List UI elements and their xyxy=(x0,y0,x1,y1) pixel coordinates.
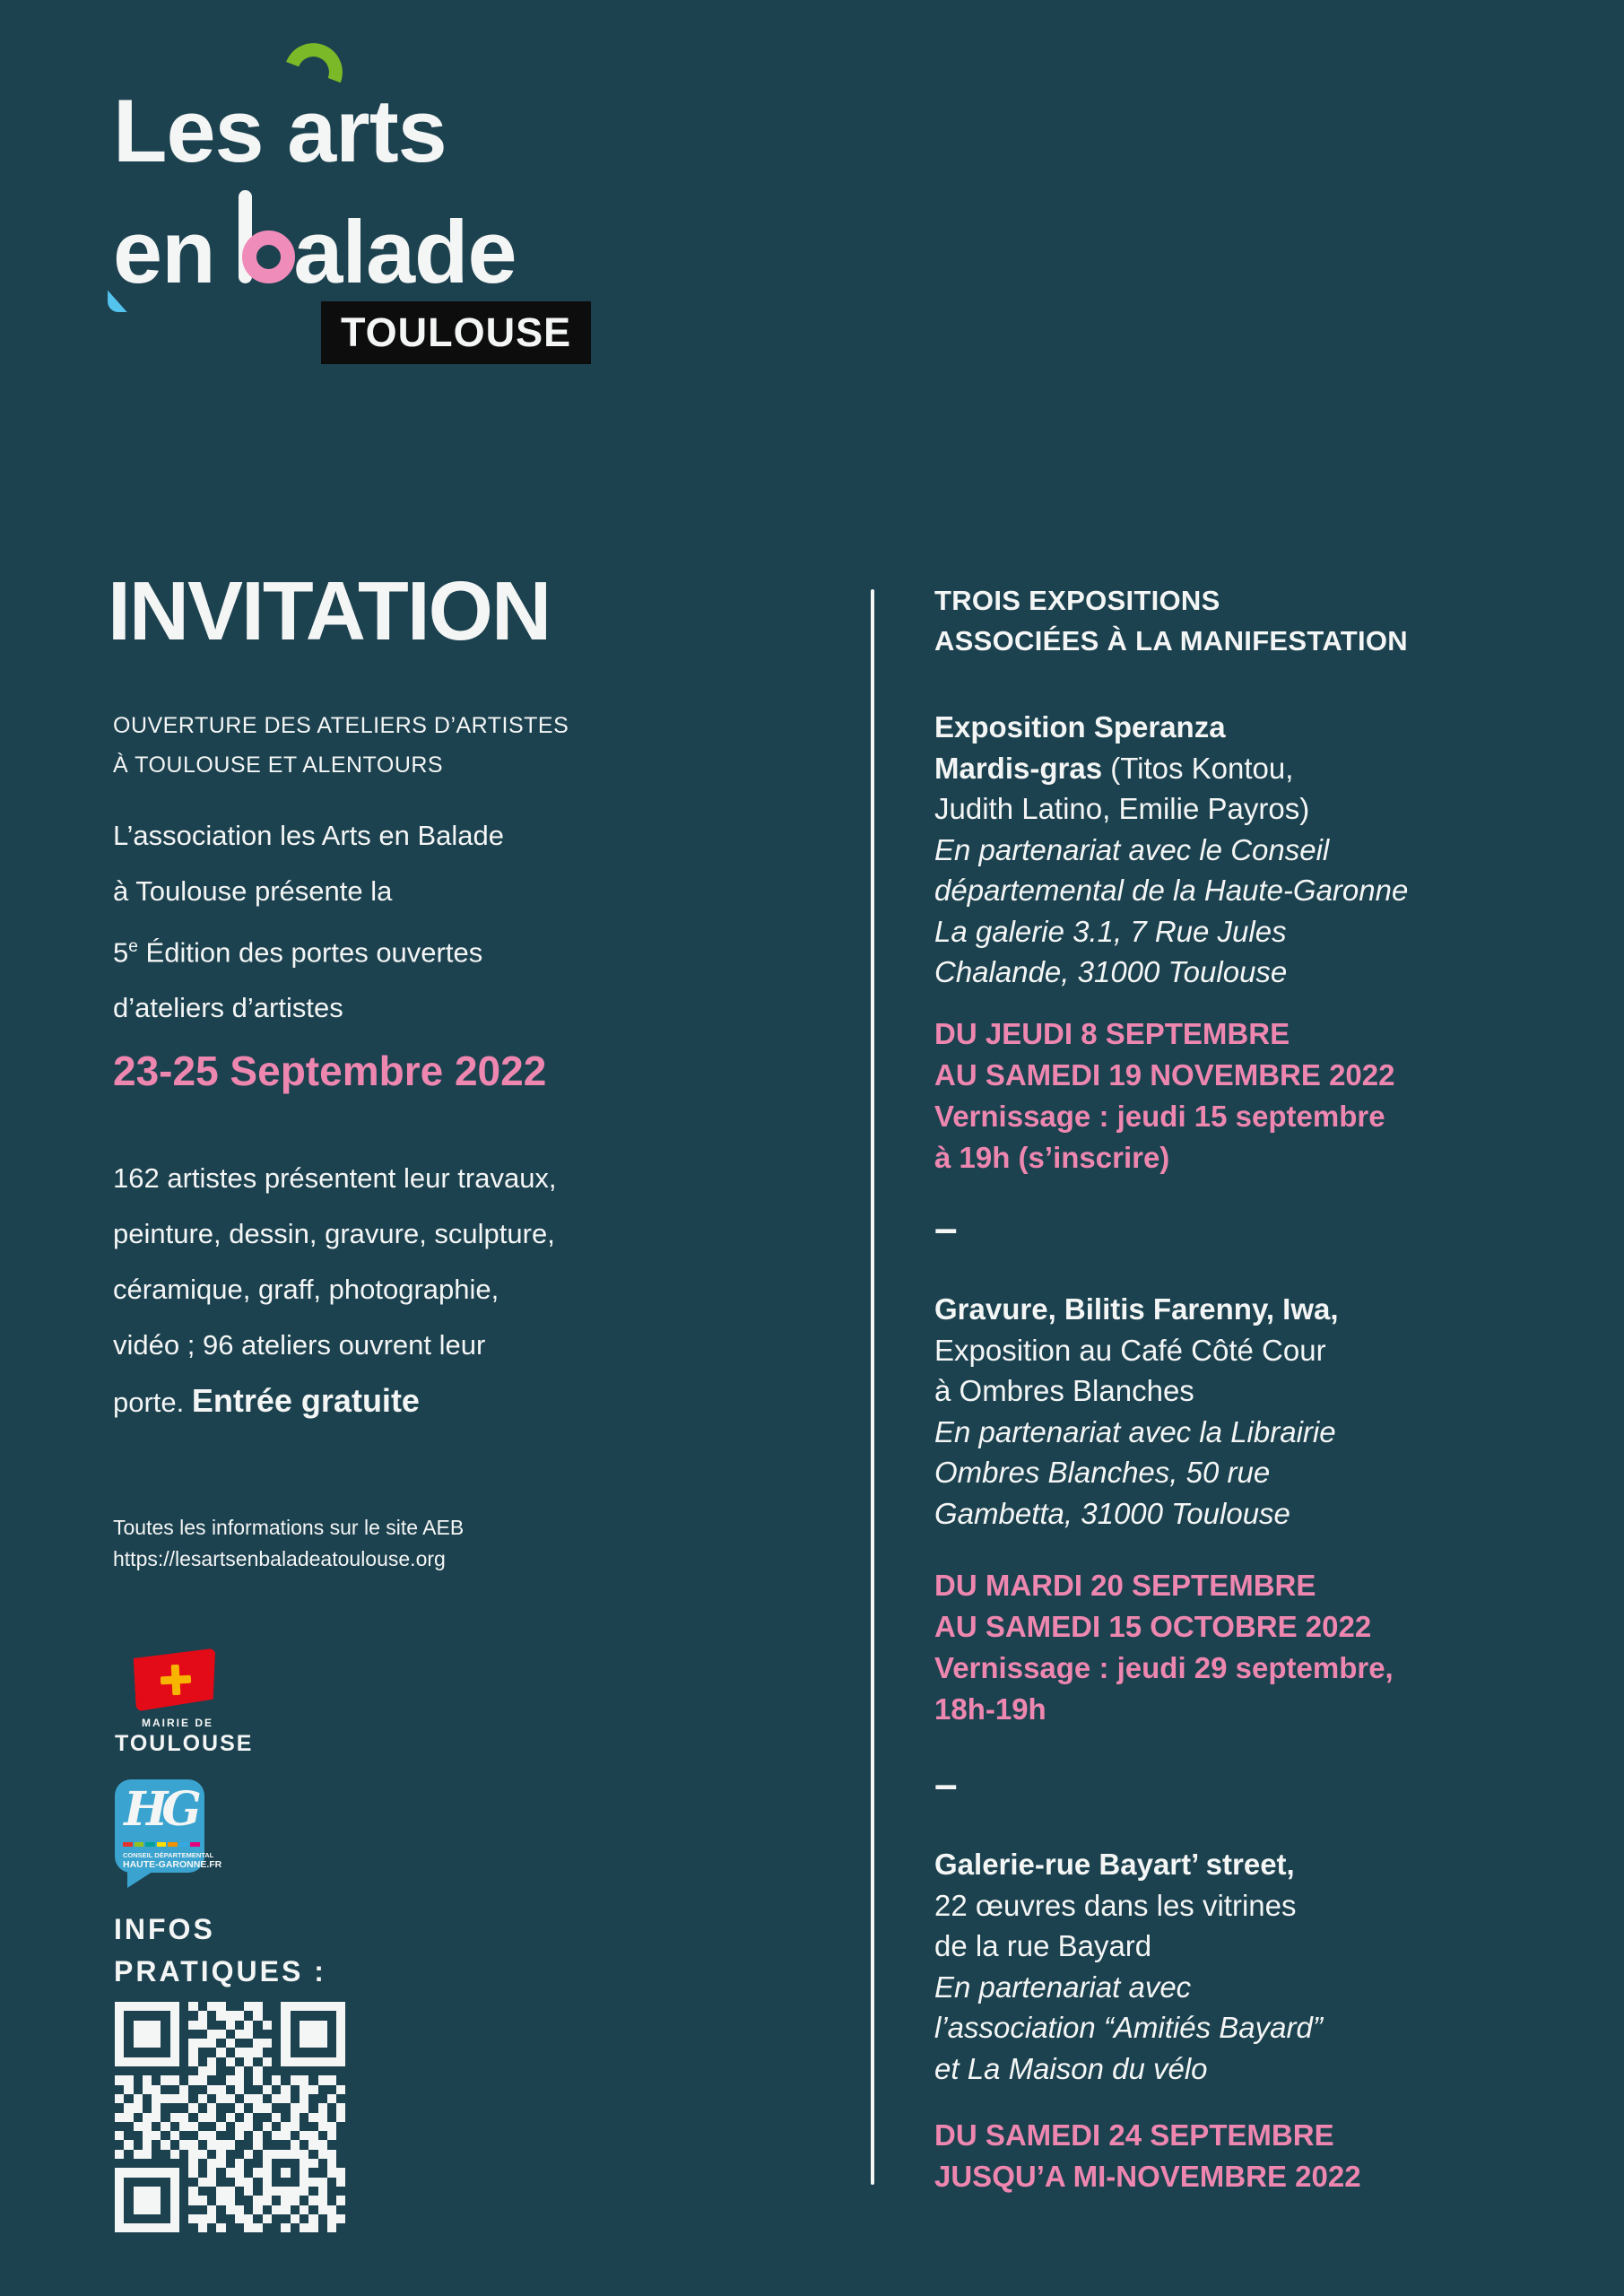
text-line xyxy=(113,919,546,980)
logo-line-2 xyxy=(113,191,517,312)
text-line: 22 œuvres dans les vitrines xyxy=(934,1888,1297,1922)
event-date: 23-25 Septembre 2022 xyxy=(113,1048,547,1095)
expo-block-1 xyxy=(934,707,1408,993)
hg-monogram: HG xyxy=(124,1782,195,1837)
info-note xyxy=(113,1512,464,1575)
partner-line: départemental de la Haute-Garonne xyxy=(934,874,1409,907)
expo-dates-3 xyxy=(934,2115,1361,2197)
subtitle-line: OUVERTURE DES ATELIERS D’ARTISTES xyxy=(113,713,569,738)
expositions-header xyxy=(934,580,1408,661)
mairie-toulouse-logo xyxy=(115,1650,321,1757)
text-line: à Toulouse présente la xyxy=(113,875,393,907)
infos-pratiques-heading xyxy=(114,1909,326,1993)
toulouse-label: TOULOUSE xyxy=(115,1731,254,1756)
text-line: de la rue Bayard xyxy=(934,1929,1152,1962)
qr-code xyxy=(115,2002,345,2232)
text-line: L’association les Arts en Balade xyxy=(113,820,504,851)
date-line: à 19h (s’inscrire) xyxy=(934,1141,1170,1174)
partner-line: En partenariat avec le Conseil xyxy=(934,832,1330,866)
text-line xyxy=(113,1373,557,1431)
date-line: DU SAMEDI 24 SEPTEMBRE xyxy=(934,2118,1334,2152)
heading-line: INFOS xyxy=(114,1913,215,1945)
expo-title: Galerie-rue Bayart’ street, xyxy=(934,1848,1295,1881)
text-line: d’ateliers d’artistes xyxy=(113,992,343,1024)
logo-letter-a xyxy=(287,70,335,191)
heading-line: ASSOCIÉES À LA MANIFESTATION xyxy=(934,625,1408,657)
address-line: Chalande, 31000 Toulouse xyxy=(934,955,1288,988)
body-paragraph xyxy=(113,1151,557,1431)
intro-paragraph xyxy=(113,808,546,1093)
column-divider xyxy=(871,589,874,2185)
text-line: céramique, graff, photographie, xyxy=(113,1274,499,1305)
date-line: JUSQU’A MI-NOVEMBRE 2022 xyxy=(934,2160,1361,2193)
info-url[interactable]: https://lesartsenbaladeatoulouse.org xyxy=(113,1547,446,1570)
heading-line: PRATIQUES : xyxy=(114,1955,326,1987)
text-run: porte. xyxy=(113,1387,192,1418)
expo-title-bold: Mardis-gras xyxy=(934,751,1103,785)
expo-title: Exposition Speranza xyxy=(934,710,1226,744)
hg-bubble-tail xyxy=(127,1872,152,1888)
superscript-e: e xyxy=(128,937,138,956)
info-text: Toutes les informations sur le site AEB xyxy=(113,1516,465,1539)
partner-line: En partenariat avec la Librairie xyxy=(934,1414,1336,1448)
text-run: (Titos Kontou, xyxy=(1102,751,1294,785)
logo-letter-e xyxy=(113,191,161,312)
address-line: La galerie 3.1, 7 Rue Jules xyxy=(934,914,1287,948)
text-line: à Ombres Blanches xyxy=(934,1374,1194,1407)
text-line: 162 artistes présentent leur travaux, xyxy=(113,1162,557,1194)
separator-dash: – xyxy=(934,1205,958,1251)
logo-text: Les xyxy=(113,81,288,180)
expo-dates-1 xyxy=(934,1013,1394,1178)
logo-text: e xyxy=(113,202,162,301)
text-line: peinture, dessin, gravure, sculpture, xyxy=(113,1218,555,1249)
logo-text: n xyxy=(161,202,239,301)
free-entry: Entrée gratuite xyxy=(191,1382,420,1419)
date-line: AU SAMEDI 19 NOVEMBRE 2022 xyxy=(934,1058,1395,1091)
logo-text: rts xyxy=(335,81,447,180)
date-line: Vernissage : jeudi 15 septembre xyxy=(934,1100,1385,1133)
date-line: 18h-19h xyxy=(934,1692,1046,1726)
partner-line: l’association “Amitiés Bayard” xyxy=(934,2011,1323,2044)
expo-title xyxy=(934,748,1408,789)
logo-line-1 xyxy=(113,70,517,191)
subtitle-line: À TOULOUSE ET ALENTOURS xyxy=(113,752,444,778)
occitan-cross-icon xyxy=(133,1648,218,1712)
logo-text: alade xyxy=(293,202,517,301)
heading-line: TROIS EXPOSITIONS xyxy=(934,585,1220,616)
date-line: DU JEUDI 8 SEPTEMBRE xyxy=(934,1017,1290,1050)
logo xyxy=(113,70,517,312)
address-line: Gambetta, 31000 Toulouse xyxy=(934,1496,1290,1530)
date-line: Vernissage : jeudi 29 septembre, xyxy=(934,1651,1394,1684)
expo-title: Gravure, Bilitis Farenny, Iwa, xyxy=(934,1292,1339,1326)
text-line: Exposition au Café Côté Cour xyxy=(934,1333,1326,1367)
partner-line: En partenariat avec xyxy=(934,1970,1192,2004)
occitan-flag-icon xyxy=(133,1648,218,1712)
subtitle xyxy=(113,706,569,785)
hg-color-stripe-icon xyxy=(123,1842,200,1847)
expo-dates-2 xyxy=(934,1565,1394,1730)
text-run: Édition des portes ouvertes xyxy=(137,936,483,969)
haute-garonne-logo xyxy=(115,1779,222,1873)
partner-line: et La Maison du vélo xyxy=(934,2051,1208,2085)
toulouse-badge: TOULOUSE xyxy=(321,301,591,364)
expo-block-3 xyxy=(934,1844,1323,2089)
address-line: Ombres Blanches, 50 rue xyxy=(934,1456,1271,1489)
text-line: Judith Latino, Emilie Payros) xyxy=(934,792,1310,825)
mairie-label: MAIRIE DE xyxy=(142,1717,214,1729)
logo-text: a xyxy=(287,81,336,180)
text-line: vidéo ; 96 ateliers ouvrent leur xyxy=(113,1329,486,1361)
invitation-title: INVITATION xyxy=(108,564,551,657)
separator-dash: – xyxy=(934,1761,958,1807)
logo-letter-b xyxy=(239,194,293,283)
date-line: AU SAMEDI 15 OCTOBRE 2022 xyxy=(934,1610,1372,1643)
hg-conseil-label: CONSEIL DÉPARTEMENTAL xyxy=(123,1851,214,1859)
hg-domain-label: HAUTE-GARONNE.FR xyxy=(123,1859,222,1870)
logo-b-pink-bowl-icon xyxy=(242,230,295,283)
text-run: 5 xyxy=(113,936,129,969)
date-line: DU MARDI 20 SEPTEMBRE xyxy=(934,1569,1316,1602)
expo-block-2 xyxy=(934,1289,1339,1534)
